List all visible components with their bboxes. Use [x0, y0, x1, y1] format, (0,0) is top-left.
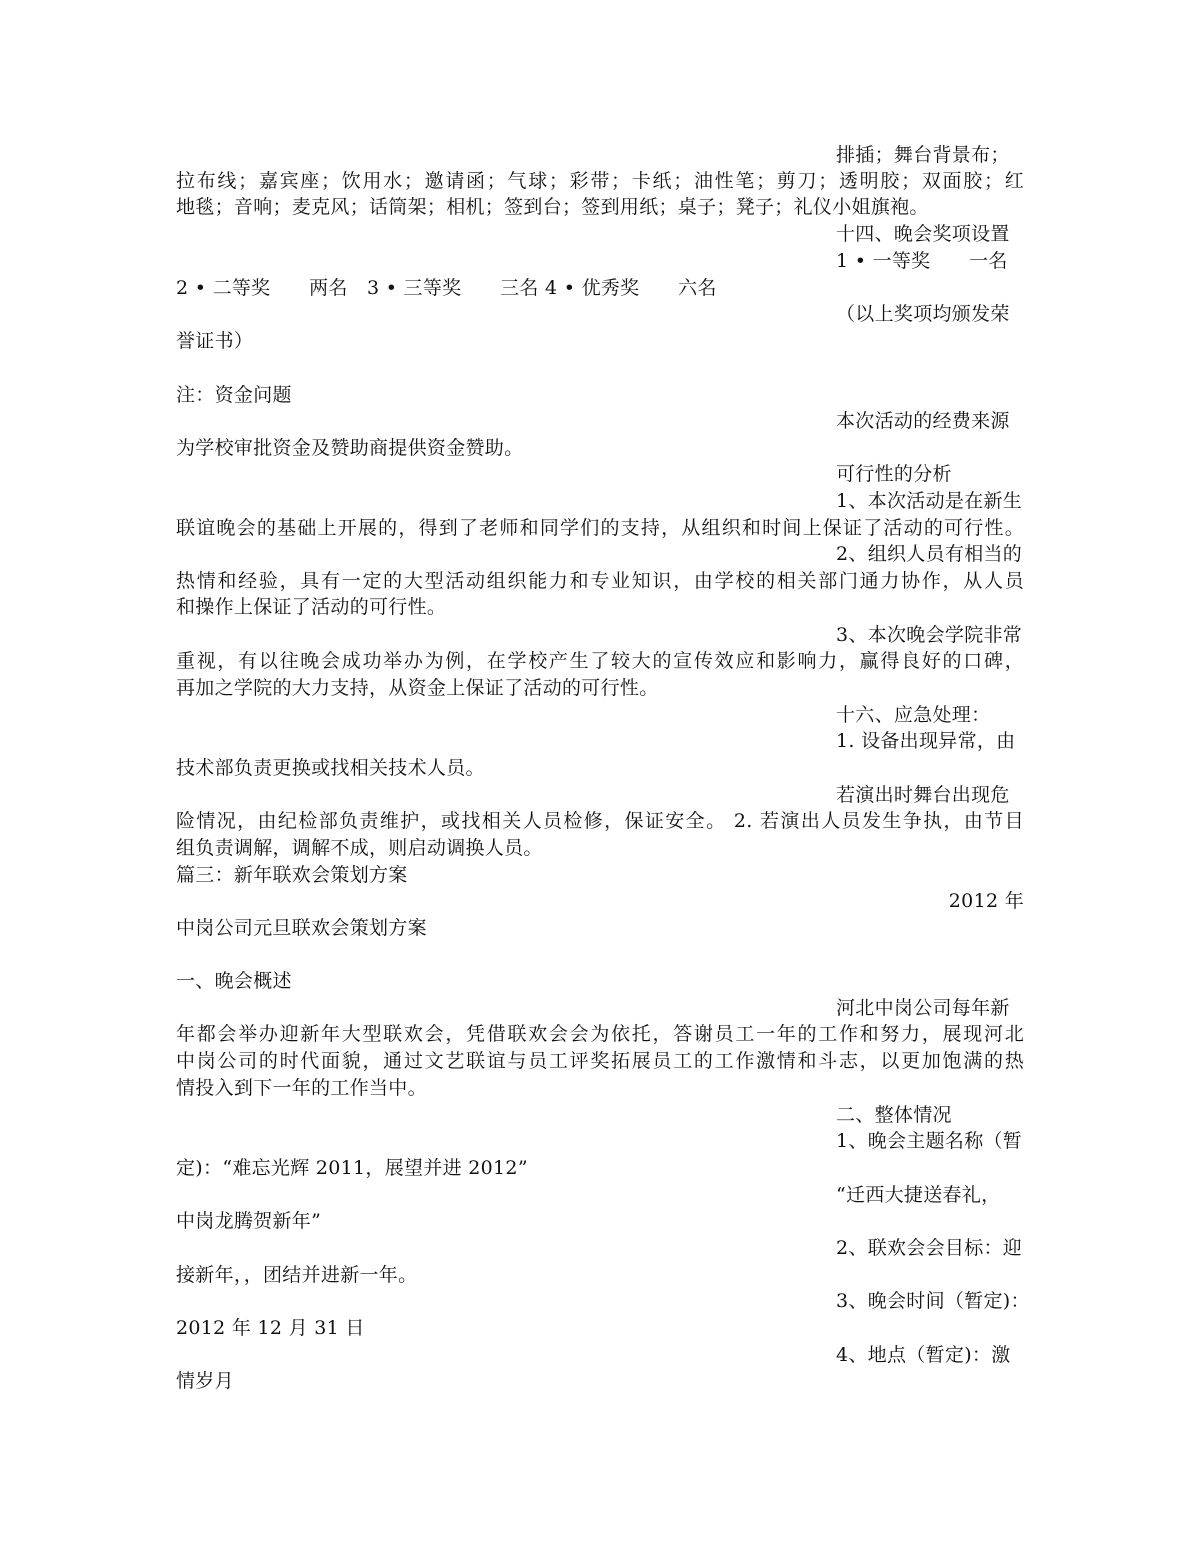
- text-line: 年都会举办迎新年大型联欢会，凭借联欢会会为依托，答谢员工一年的工作和努力，展现河北: [176, 1023, 1024, 1045]
- text-line: 情岁月: [176, 1370, 234, 1392]
- text-line: 接新年，，团结并进新一年。: [176, 1264, 418, 1286]
- text-line: 2、联欢会会目标：迎: [836, 1237, 1023, 1259]
- text-line: 1、本次活动是在新生: [836, 490, 1023, 512]
- text-line: 再加之学院的大力支持，从资金上保证了活动的可行性。: [176, 677, 659, 699]
- text-line: 3、晚会时间（暂定)：: [836, 1290, 1030, 1312]
- text-line: 联谊晚会的基础上开展的，得到了老师和同学们的支持，从组织和时间上保证了活动的可行性。: [176, 517, 1024, 539]
- section-heading: 二、整体情况: [836, 1104, 952, 1126]
- text-line: 地毯；音响；麦克风；话筒架；相机；签到台；签到用纸；桌子；凳子；礼仪小姐旗袍。: [176, 196, 929, 218]
- text-line: 技术部负责更换或找相关技术人员。: [176, 757, 485, 779]
- text-line: 热情和经验，具有一定的大型活动组织能力和专业知识，由学校的相关部门通力协作，从人员: [176, 570, 1024, 592]
- text-line: 为学校审批资金及赞助商提供资金赞助。: [176, 437, 524, 459]
- text-line: 中岗公司的时代面貌，通过文艺联谊与员工评奖拓展员工的工作激情和斗志，以更加饱满的热: [176, 1050, 1024, 1072]
- section-heading: 十四、晚会奖项设置: [836, 223, 1010, 245]
- text-line: 河北中岗公司每年新: [836, 997, 1010, 1019]
- text-line: 组负责调解，调解不成，则启动调换人员。: [176, 837, 543, 859]
- text-line: 排插；舞台背景布；: [836, 144, 1010, 166]
- text-line: 誉证书）: [176, 330, 254, 352]
- text-line: 本次活动的经费来源: [836, 410, 1010, 432]
- text-line: 若演出时舞台出现危: [836, 784, 1010, 806]
- year-label: 2012 年: [948, 890, 1024, 912]
- section-heading: 一、晚会概述: [176, 970, 292, 992]
- text-line: 4、地点（暂定)：激: [836, 1344, 1011, 1366]
- text-line: 拉布线；嘉宾座；饮用水；邀请函；气球；彩带；卡纸；油性笔；剪刀；透明胶；双面胶；红: [176, 170, 1024, 192]
- section-heading: 可行性的分析: [836, 463, 952, 485]
- text-line: 2 • 二等奖 两名 3 • 三等奖 三名 4 • 优秀奖 六名: [176, 277, 717, 299]
- text-line: 1 • 一等奖 一名: [836, 250, 1008, 272]
- text-line: 定)：“难忘光辉 2011，展望并进 2012”: [176, 1157, 528, 1179]
- doc-title: 中岗公司元旦联欢会策划方案: [176, 917, 427, 939]
- text-line: “迁西大捷送春礼，: [836, 1184, 1001, 1206]
- text-line: 注：资金问题: [176, 384, 292, 406]
- text-line: 1、晚会主题名称（暂: [836, 1130, 1023, 1152]
- text-line: 2012 年 12 月 31 日: [176, 1317, 365, 1339]
- text-line: 2、组织人员有相当的: [836, 543, 1023, 565]
- text-line: 3、本次晚会学院非常: [836, 624, 1023, 646]
- text-line: （以上奖项均颁发荣: [836, 303, 1010, 325]
- text-line: 中岗龙腾贺新年”: [176, 1210, 322, 1232]
- text-line: 1. 设备出现异常，由: [836, 730, 1016, 752]
- text-line: 险情况，由纪检部负责维护，或找相关人员检修，保证安全。 2. 若演出人员发生争执，由节目: [176, 810, 1024, 832]
- text-line: 重视，有以往晚会成功举办为例，在学校产生了较大的宣传效应和影响力，赢得良好的口碑，: [176, 650, 1024, 672]
- section-heading: 十六、应急处理：: [836, 704, 991, 726]
- text-line: 情投入到下一年的工作当中。: [176, 1077, 427, 1099]
- chapter-heading: 篇三：新年联欢会策划方案: [176, 864, 408, 886]
- text-line: 和操作上保证了活动的可行性。: [176, 596, 447, 618]
